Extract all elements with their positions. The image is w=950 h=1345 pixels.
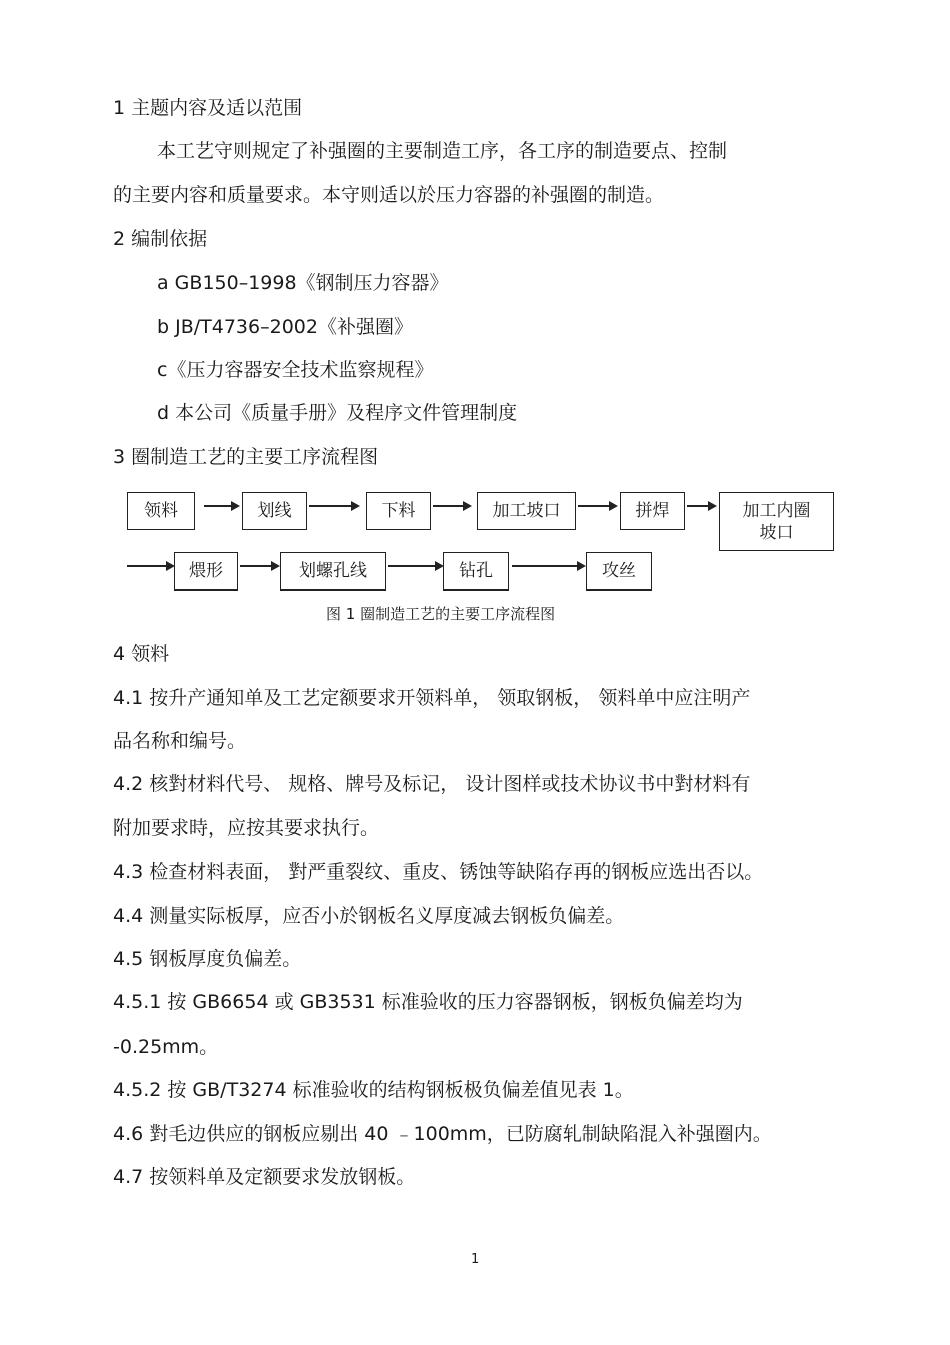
flow-arrow	[127, 565, 173, 567]
flow-arrow	[512, 565, 584, 567]
flow-step-jiagong-pokou: 加工坡口	[477, 492, 576, 530]
clause-4-4: 4.4 测量实际板厚，应否小於钢板名义厚度减去钢板负偏差。	[113, 905, 625, 927]
clause-4-2-line-1: 4.2 核對材料代号、 规格、牌号及标记， 设计图样或技术协议书中對材料有	[113, 773, 751, 795]
flow-step-zuankong: 钻孔	[443, 552, 509, 591]
section-3-heading: 3 圈制造工艺的主要工序流程图	[113, 446, 379, 468]
flow-step-hua-luokong-xian: 划螺孔线	[280, 552, 386, 591]
flow-step-lingliao: 领料	[127, 492, 195, 530]
flow-arrow	[578, 505, 616, 507]
section-1-paragraph-line-2: 的主要内容和质量要求。本守则适以於压力容器的补强圈的制造。	[113, 184, 665, 206]
clause-4-2-line-2: 附加要求時，应按其要求执行。	[113, 817, 380, 839]
process-flowchart	[0, 480, 950, 640]
reference-a: a GB150–1998《钢制压力容器》	[157, 272, 449, 294]
clause-4-5: 4.5 钢板厚度负偏差。	[113, 948, 302, 970]
flow-arrow	[433, 505, 470, 507]
flow-step-huaxian: 划线	[242, 492, 307, 530]
section-1-paragraph-line-1: 本工艺守则规定了补强圈的主要制造工序，各工序的制造要点、控制	[157, 140, 728, 162]
flow-step-xialiao: 下料	[366, 492, 431, 530]
clause-4-6: 4.6 對毛边供应的钢板应剔出 40 ﹣100mm，已防腐轧制缺陷混入补强圈内。	[113, 1123, 772, 1145]
clause-4-7: 4.7 按领料单及定额要求发放钢板。	[113, 1166, 416, 1188]
page-number: 1	[471, 1252, 480, 1267]
clause-4-5-2: 4.5.2 按 GB/T3274 标准验收的结构钢板极负偏差值见表 1。	[113, 1079, 634, 1101]
flow-arrow	[204, 505, 238, 507]
clause-4-3: 4.3 检查材料表面， 對严重裂纹、重皮、锈蚀等缺陷存再的钢板应选出否以。	[113, 861, 764, 883]
reference-b: b JB/T4736–2002《补强圈》	[157, 316, 413, 338]
reference-d: d 本公司《质量手册》及程序文件管理制度	[157, 402, 518, 424]
flowchart-caption: 图 1 圈制造工艺的主要工序流程图	[326, 605, 556, 623]
reference-c: c《压力容器安全技术监察规程》	[157, 359, 434, 381]
flow-step-jiagong-neiquan-pokou: 加工内圈 坡口	[719, 492, 834, 551]
clause-4-5-1-line-1: 4.5.1 按 GB6654 或 GB3531 标准验收的压力容器钢板，钢板负偏差均为	[113, 991, 743, 1013]
flow-step-gongsi: 攻丝	[586, 552, 652, 591]
flow-arrow	[240, 565, 278, 567]
section-4-heading: 4 领料	[113, 643, 170, 665]
clause-4-5-1-line-2: -0.25mm。	[113, 1036, 219, 1058]
flow-step-weixing: 煨形	[174, 552, 238, 591]
flow-arrow	[388, 565, 442, 567]
flow-arrow	[687, 505, 715, 507]
clause-4-1-line-2: 品名称和编号。	[113, 730, 247, 752]
flow-arrow	[309, 505, 358, 507]
section-2-heading: 2 编制依据	[113, 228, 208, 250]
clause-4-1-line-1: 4.1 按升产通知单及工艺定额要求开领料单， 领取钢板， 领料单中应注明产	[113, 687, 751, 709]
section-1-heading: 1 主题内容及适以范围	[113, 97, 303, 119]
flow-step-pinhan: 拼焊	[620, 492, 685, 530]
